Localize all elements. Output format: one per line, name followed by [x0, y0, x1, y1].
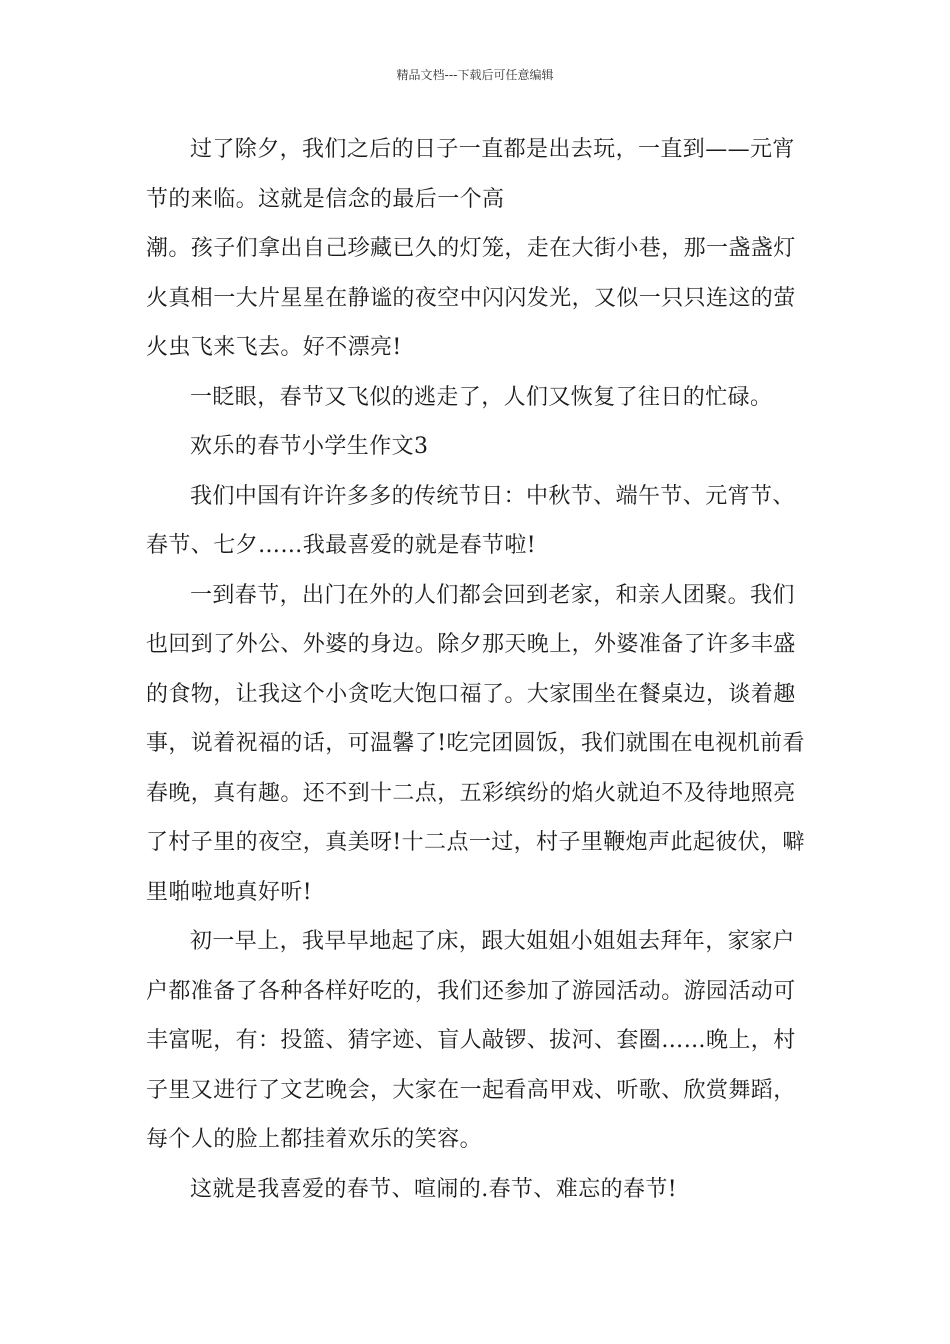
text-line: 了村子里的夜空，真美呀!十二点一过，村子里鞭炮声此起彼伏，噼 [146, 830, 805, 855]
text-line: 火虫飞来飞去。好不漂亮! [146, 335, 402, 360]
text-line: 丰富呢，有：投篮、猜字迹、盲人敲锣、拔河、套圈……晚上，村 [146, 1028, 796, 1053]
text-line: 也回到了外公、外婆的身边。除夕那天晚上，外婆准备了许多丰盛 [146, 632, 796, 657]
text-line: 潮。孩子们拿出自己珍藏已久的灯笼，走在大街小巷，那一盏盏灯 [146, 236, 796, 261]
text-line: 火真相一大片星星在静谧的夜空中闪闪发光，又似一只只连这的萤 [146, 285, 796, 311]
text-line: 里啪啦地真好听! [146, 879, 313, 905]
text-line: 子里又进行了文艺晚会，大家在一起看高甲戏、听歌、欣赏舞蹈， [146, 1077, 796, 1103]
document-body [146, 125, 808, 1214]
page-header: 精品文档---下载后可任意编辑 [396, 68, 554, 82]
text-line: 一眨眼，春节又飞似的逃走了，人们又恢复了往日的忙碌。 [190, 384, 773, 410]
text-line: 春晚，真有趣。还不到十二点，五彩缤纷的焰火就迫不及待地照亮 [146, 780, 796, 806]
text-line: 这就是我喜爱的春节、喧闹的.春节、难忘的春节! [190, 1176, 678, 1202]
text-line: 春节、七夕……我最喜爱的就是春节啦! [146, 533, 537, 558]
text-line: 户都准备了各种各样好吃的，我们还参加了游园活动。游园活动可 [146, 978, 796, 1004]
text-line: 过了除夕，我们之后的日子一直都是出去玩，一直到——元宵 [190, 137, 795, 162]
text-line: 事，说着祝福的话，可温馨了!吃完团圆饭，我们就围在电视机前看 [146, 731, 805, 756]
text-line: 我们中国有许许多多的传统节日：中秋节、端午节、元宵节、 [190, 483, 795, 509]
text-line: 一到春节，出门在外的人们都会回到老家，和亲人团聚。我们 [190, 582, 795, 608]
text-line: 每个人的脸上都挂着欢乐的笑容。 [146, 1127, 483, 1152]
text-line: 欢乐的春节小学生作文3 [190, 434, 429, 459]
text-line: 节的来临。这就是信念的最后一个高 [146, 186, 505, 212]
text-line: 初一早上，我早早地起了床，跟大姐姐小姐姐去拜年，家家户 [190, 929, 795, 954]
text-line: 的食物，让我这个小贪吃大饱口福了。大家围坐在餐桌边，谈着趣 [146, 681, 796, 707]
